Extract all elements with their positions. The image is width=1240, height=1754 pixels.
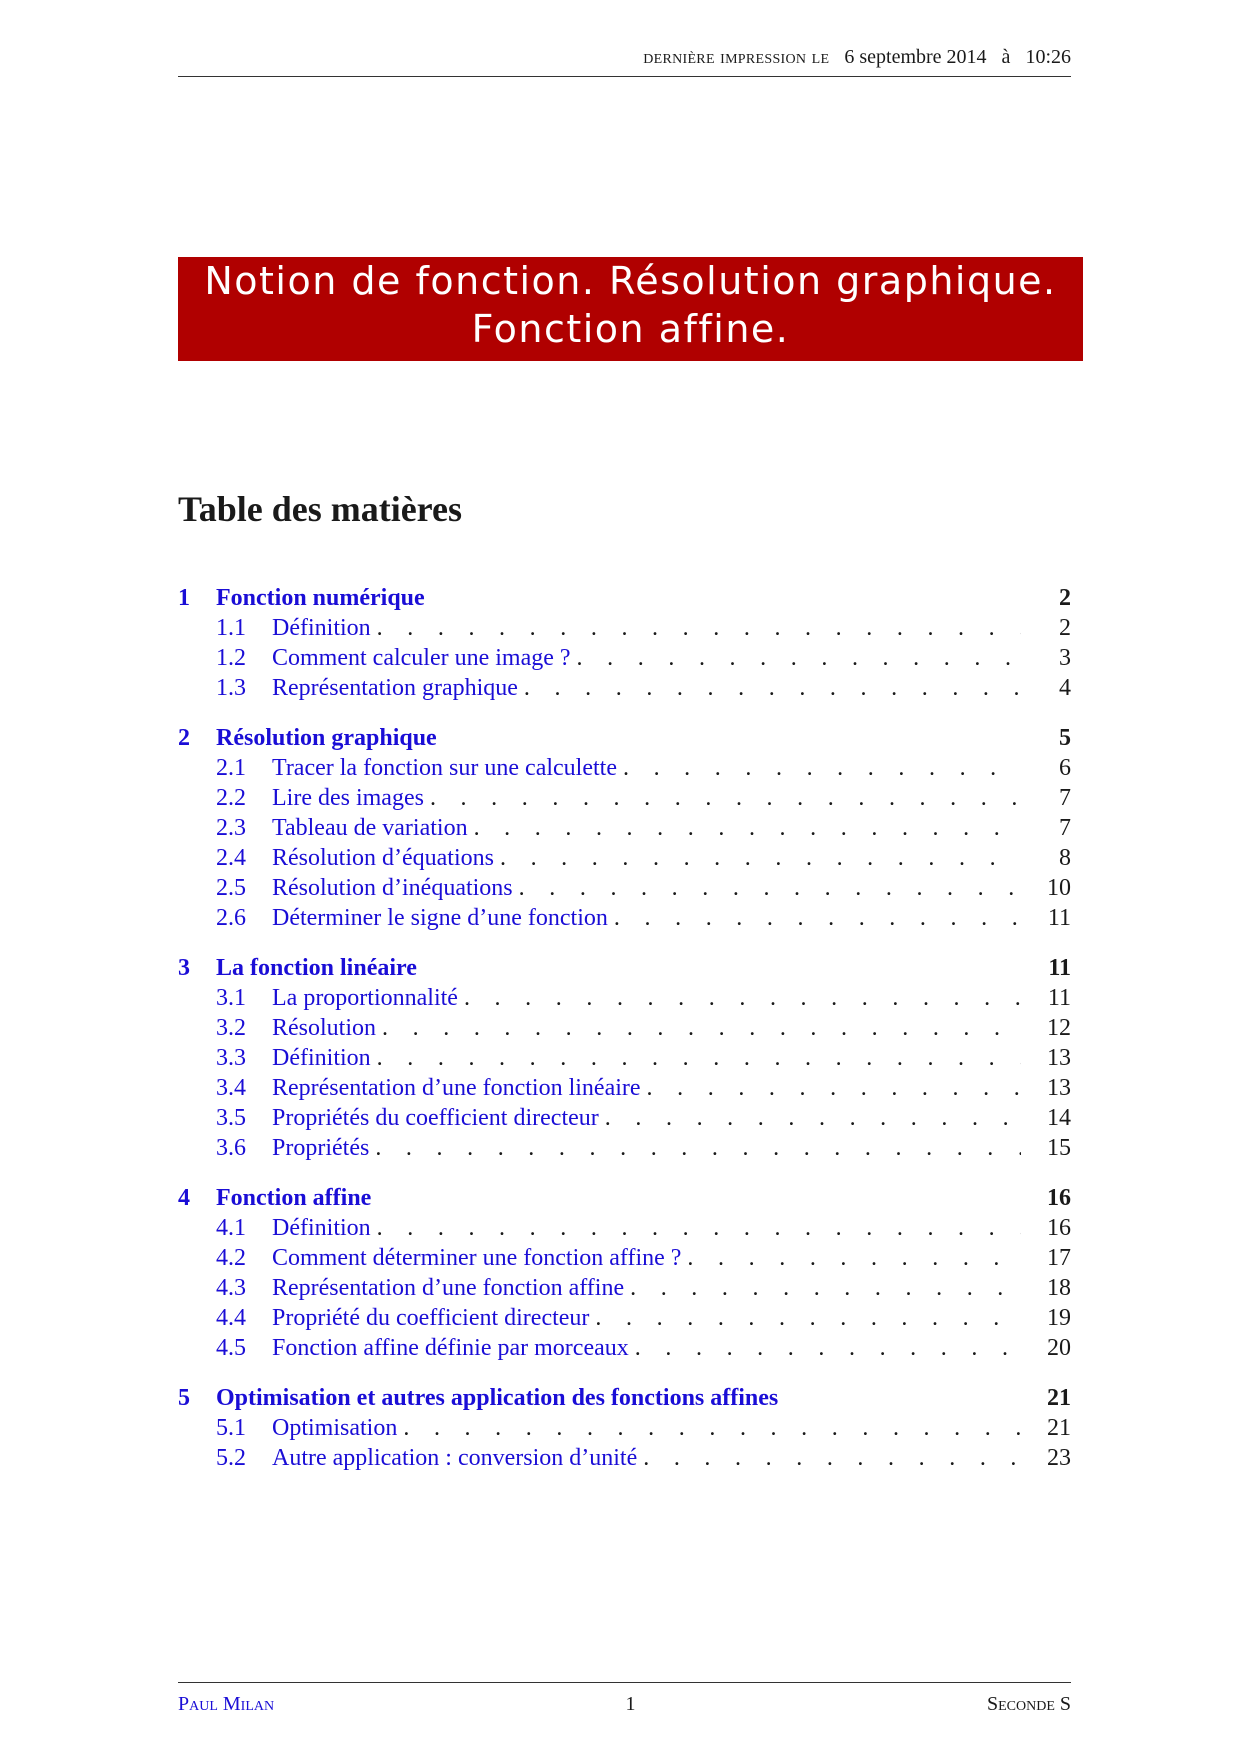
document-title-banner [178, 257, 1083, 361]
toc-subsection-number: 2.2 [216, 785, 246, 811]
toc-subsection-page: 19 [1047, 1305, 1071, 1331]
toc-section-page: 2 [1059, 585, 1071, 611]
toc-subsection-number: 1.2 [216, 645, 246, 671]
toc-leader-dots [595, 1303, 1021, 1333]
toc-subsection-number: 4.1 [216, 1215, 246, 1241]
toc-subsection-link[interactable] [178, 1413, 1071, 1443]
toc-leader-dots [403, 1413, 1021, 1443]
toc-subsection-number: 2.3 [216, 815, 246, 841]
toc-subsection-title: Tableau de variation [272, 815, 468, 841]
toc-section-title: La fonction linéaire [216, 955, 417, 981]
footer-level: Seconde S [986, 1693, 1071, 1715]
toc-subsection-page: 14 [1047, 1105, 1071, 1131]
toc-section-number: 3 [178, 955, 190, 981]
toc-subsection-link[interactable] [178, 1273, 1071, 1303]
toc-subsection-link[interactable] [178, 1103, 1071, 1133]
table-of-contents [178, 583, 1071, 1493]
toc-subsection-number: 4.5 [216, 1335, 246, 1361]
toc-subsection-page: 18 [1047, 1275, 1071, 1301]
print-time: 10:26 [1025, 46, 1071, 68]
toc-subsection-title: Représentation d’une fonction linéaire [272, 1075, 641, 1101]
toc-leader-dots [474, 813, 1021, 843]
toc-section-link[interactable] [178, 953, 1071, 983]
toc-subsection-link[interactable] [178, 843, 1071, 873]
toc-subsection-number: 3.5 [216, 1105, 246, 1131]
toc-subsection-title: Résolution d’équations [272, 845, 494, 871]
toc-section-link[interactable] [178, 723, 1071, 753]
toc-section-page: 16 [1047, 1185, 1071, 1211]
toc-section-number: 1 [178, 585, 190, 611]
toc-leader-dots [377, 1213, 1021, 1243]
toc-leader-dots [630, 1273, 1021, 1303]
toc-subsection-link[interactable] [178, 813, 1071, 843]
print-sep: à [1001, 46, 1011, 68]
toc-subsection-number: 1.3 [216, 675, 246, 701]
toc-section [178, 583, 1071, 703]
toc-section [178, 1183, 1071, 1363]
print-date: 6 septembre 2014 [844, 46, 987, 68]
toc-subsection-page: 4 [1059, 675, 1071, 701]
toc-leader-dots [377, 613, 1021, 643]
toc-subsection-title: Lire des images [272, 785, 424, 811]
toc-subsection-title: Représentation d’une fonction affine [272, 1275, 625, 1301]
toc-section-title: Fonction numérique [216, 585, 425, 611]
toc-subsection-link[interactable] [178, 1073, 1071, 1103]
toc-subsection-link[interactable] [178, 643, 1071, 673]
toc-section-number: 4 [178, 1185, 190, 1211]
toc-subsection-page: 23 [1047, 1445, 1071, 1471]
toc-subsection-link[interactable] [178, 1303, 1071, 1333]
toc-subsection-link[interactable] [178, 673, 1071, 703]
toc-leader-dots [687, 1243, 1021, 1273]
toc-subsection-title: Définition [272, 1215, 371, 1241]
toc-subsection-number: 3.3 [216, 1045, 246, 1071]
toc-subsection-title: Autre application : conversion d’unité [272, 1445, 638, 1471]
toc-subsection-page: 7 [1059, 815, 1071, 841]
toc-section-page: 11 [1048, 955, 1071, 981]
toc-leader-dots [500, 843, 1021, 873]
toc-section-link[interactable] [178, 583, 1071, 613]
toc-subsection-page: 3 [1059, 645, 1071, 671]
toc-subsection-number: 2.1 [216, 755, 246, 781]
toc-leader-dots [647, 1073, 1021, 1103]
toc-section-page: 5 [1059, 725, 1071, 751]
toc-subsection-page: 10 [1047, 875, 1071, 901]
toc-subsection-number: 3.4 [216, 1075, 246, 1101]
toc-subsection-number: 2.4 [216, 845, 246, 871]
toc-section [178, 953, 1071, 1163]
toc-section-page: 21 [1047, 1385, 1071, 1411]
toc-leader-dots [614, 903, 1021, 933]
toc-subsection-number: 3.2 [216, 1015, 246, 1041]
toc-subsection-number: 2.5 [216, 875, 246, 901]
toc-subsection-title: Résolution d’inéquations [272, 875, 513, 901]
toc-leader-dots [524, 673, 1021, 703]
toc-subsection-link[interactable] [178, 873, 1071, 903]
toc-subsection-number: 3.1 [216, 985, 246, 1011]
toc-leader-dots [623, 753, 1021, 783]
toc-subsection-title: Comment déterminer une fonction affine ? [272, 1245, 682, 1271]
footer-author[interactable]: Paul Milan [178, 1693, 275, 1715]
toc-subsection-number: 5.2 [216, 1445, 246, 1471]
toc-leader-dots [577, 643, 1021, 673]
toc-subsection-title: Définition [272, 1045, 371, 1071]
toc-subsection-title: Optimisation [272, 1415, 398, 1441]
toc-subsection-page: 16 [1047, 1215, 1071, 1241]
toc-subsection-page: 13 [1047, 1075, 1071, 1101]
toc-subsection-title: Déterminer le signe d’une fonction [272, 905, 608, 931]
toc-subsection-title: Définition [272, 615, 371, 641]
toc-subsection-link[interactable] [178, 1013, 1071, 1043]
toc-leader-dots [643, 1443, 1021, 1473]
toc-subsection-title: Résolution [272, 1015, 377, 1041]
toc-section-link[interactable] [178, 1383, 1071, 1413]
toc-subsection-page: 12 [1047, 1015, 1071, 1041]
toc-subsection-page: 20 [1047, 1335, 1071, 1361]
toc-subsection-link[interactable] [178, 983, 1071, 1013]
footer-page-number: 1 [625, 1693, 636, 1715]
toc-subsection-page: 15 [1047, 1135, 1071, 1161]
toc-subsection-page: 11 [1047, 985, 1071, 1011]
toc-subsection-link[interactable] [178, 1243, 1071, 1273]
toc-subsection-link[interactable] [178, 1443, 1071, 1473]
toc-subsection-link[interactable] [178, 1133, 1071, 1163]
toc-subsection-link[interactable] [178, 1333, 1071, 1363]
toc-leader-dots [605, 1103, 1021, 1133]
toc-subsection-page: 6 [1059, 755, 1071, 781]
toc-subsection-title: Propriété du coefficient directeur [272, 1305, 590, 1331]
toc-leader-dots [464, 983, 1021, 1013]
toc-leader-dots [519, 873, 1021, 903]
toc-leader-dots [377, 1043, 1021, 1073]
toc-section-title: Fonction affine [216, 1185, 372, 1211]
toc-subsection-page: 8 [1059, 845, 1071, 871]
toc-heading: Table des matières [178, 489, 462, 529]
toc-subsection-number: 3.6 [216, 1135, 246, 1161]
toc-leader-dots [375, 1133, 1021, 1163]
toc-subsection-title: Propriétés [272, 1135, 370, 1161]
toc-section [178, 1383, 1071, 1473]
toc-subsection-title: Tracer la fonction sur une calculette [272, 755, 617, 781]
toc-leader-dots [430, 783, 1021, 813]
toc-section-number: 5 [178, 1385, 190, 1411]
toc-section-title: Optimisation et autres application des fonctions affines [216, 1385, 779, 1411]
toc-subsection-title: Comment calculer une image ? [272, 645, 571, 671]
toc-subsection-page: 13 [1047, 1045, 1071, 1071]
toc-subsection-page: 21 [1047, 1415, 1071, 1441]
toc-subsection-number: 2.6 [216, 905, 246, 931]
toc-subsection-link[interactable] [178, 783, 1071, 813]
toc-subsection-number: 4.2 [216, 1245, 246, 1271]
toc-section-number: 2 [178, 725, 190, 751]
toc-subsection-title: La proportionnalité [272, 985, 458, 1011]
toc-subsection-number: 4.4 [216, 1305, 246, 1331]
toc-subsection-link[interactable] [178, 1213, 1071, 1243]
toc-subsection-number: 5.1 [216, 1415, 246, 1441]
toc-subsection-link[interactable] [178, 1043, 1071, 1073]
toc-subsection-link[interactable] [178, 903, 1071, 933]
toc-subsection-title: Propriétés du coefficient directeur [272, 1105, 599, 1131]
toc-section [178, 723, 1071, 933]
toc-leader-dots [635, 1333, 1021, 1363]
page-footer [178, 1682, 1071, 1716]
toc-subsection-page: 2 [1059, 615, 1071, 641]
toc-subsection-title: Fonction affine définie par morceaux [272, 1335, 629, 1361]
toc-subsection-page: 11 [1047, 905, 1071, 931]
toc-subsection-page: 17 [1047, 1245, 1071, 1271]
title-line-2: Fonction affine. [471, 307, 790, 351]
toc-subsection-link[interactable] [178, 753, 1071, 783]
page-header [178, 46, 1071, 77]
toc-subsection-link[interactable] [178, 613, 1071, 643]
print-label: dernière impression le [643, 46, 830, 68]
toc-leader-dots [382, 1013, 1021, 1043]
toc-section-title: Résolution graphique [216, 725, 437, 751]
title-line-1: Notion de fonction. Résolution graphique. [204, 259, 1057, 303]
toc-subsection-number: 4.3 [216, 1275, 246, 1301]
toc-subsection-page: 7 [1059, 785, 1071, 811]
toc-subsection-number: 1.1 [216, 615, 246, 641]
toc-section-link[interactable] [178, 1183, 1071, 1213]
toc-subsection-title: Représentation graphique [272, 675, 518, 701]
